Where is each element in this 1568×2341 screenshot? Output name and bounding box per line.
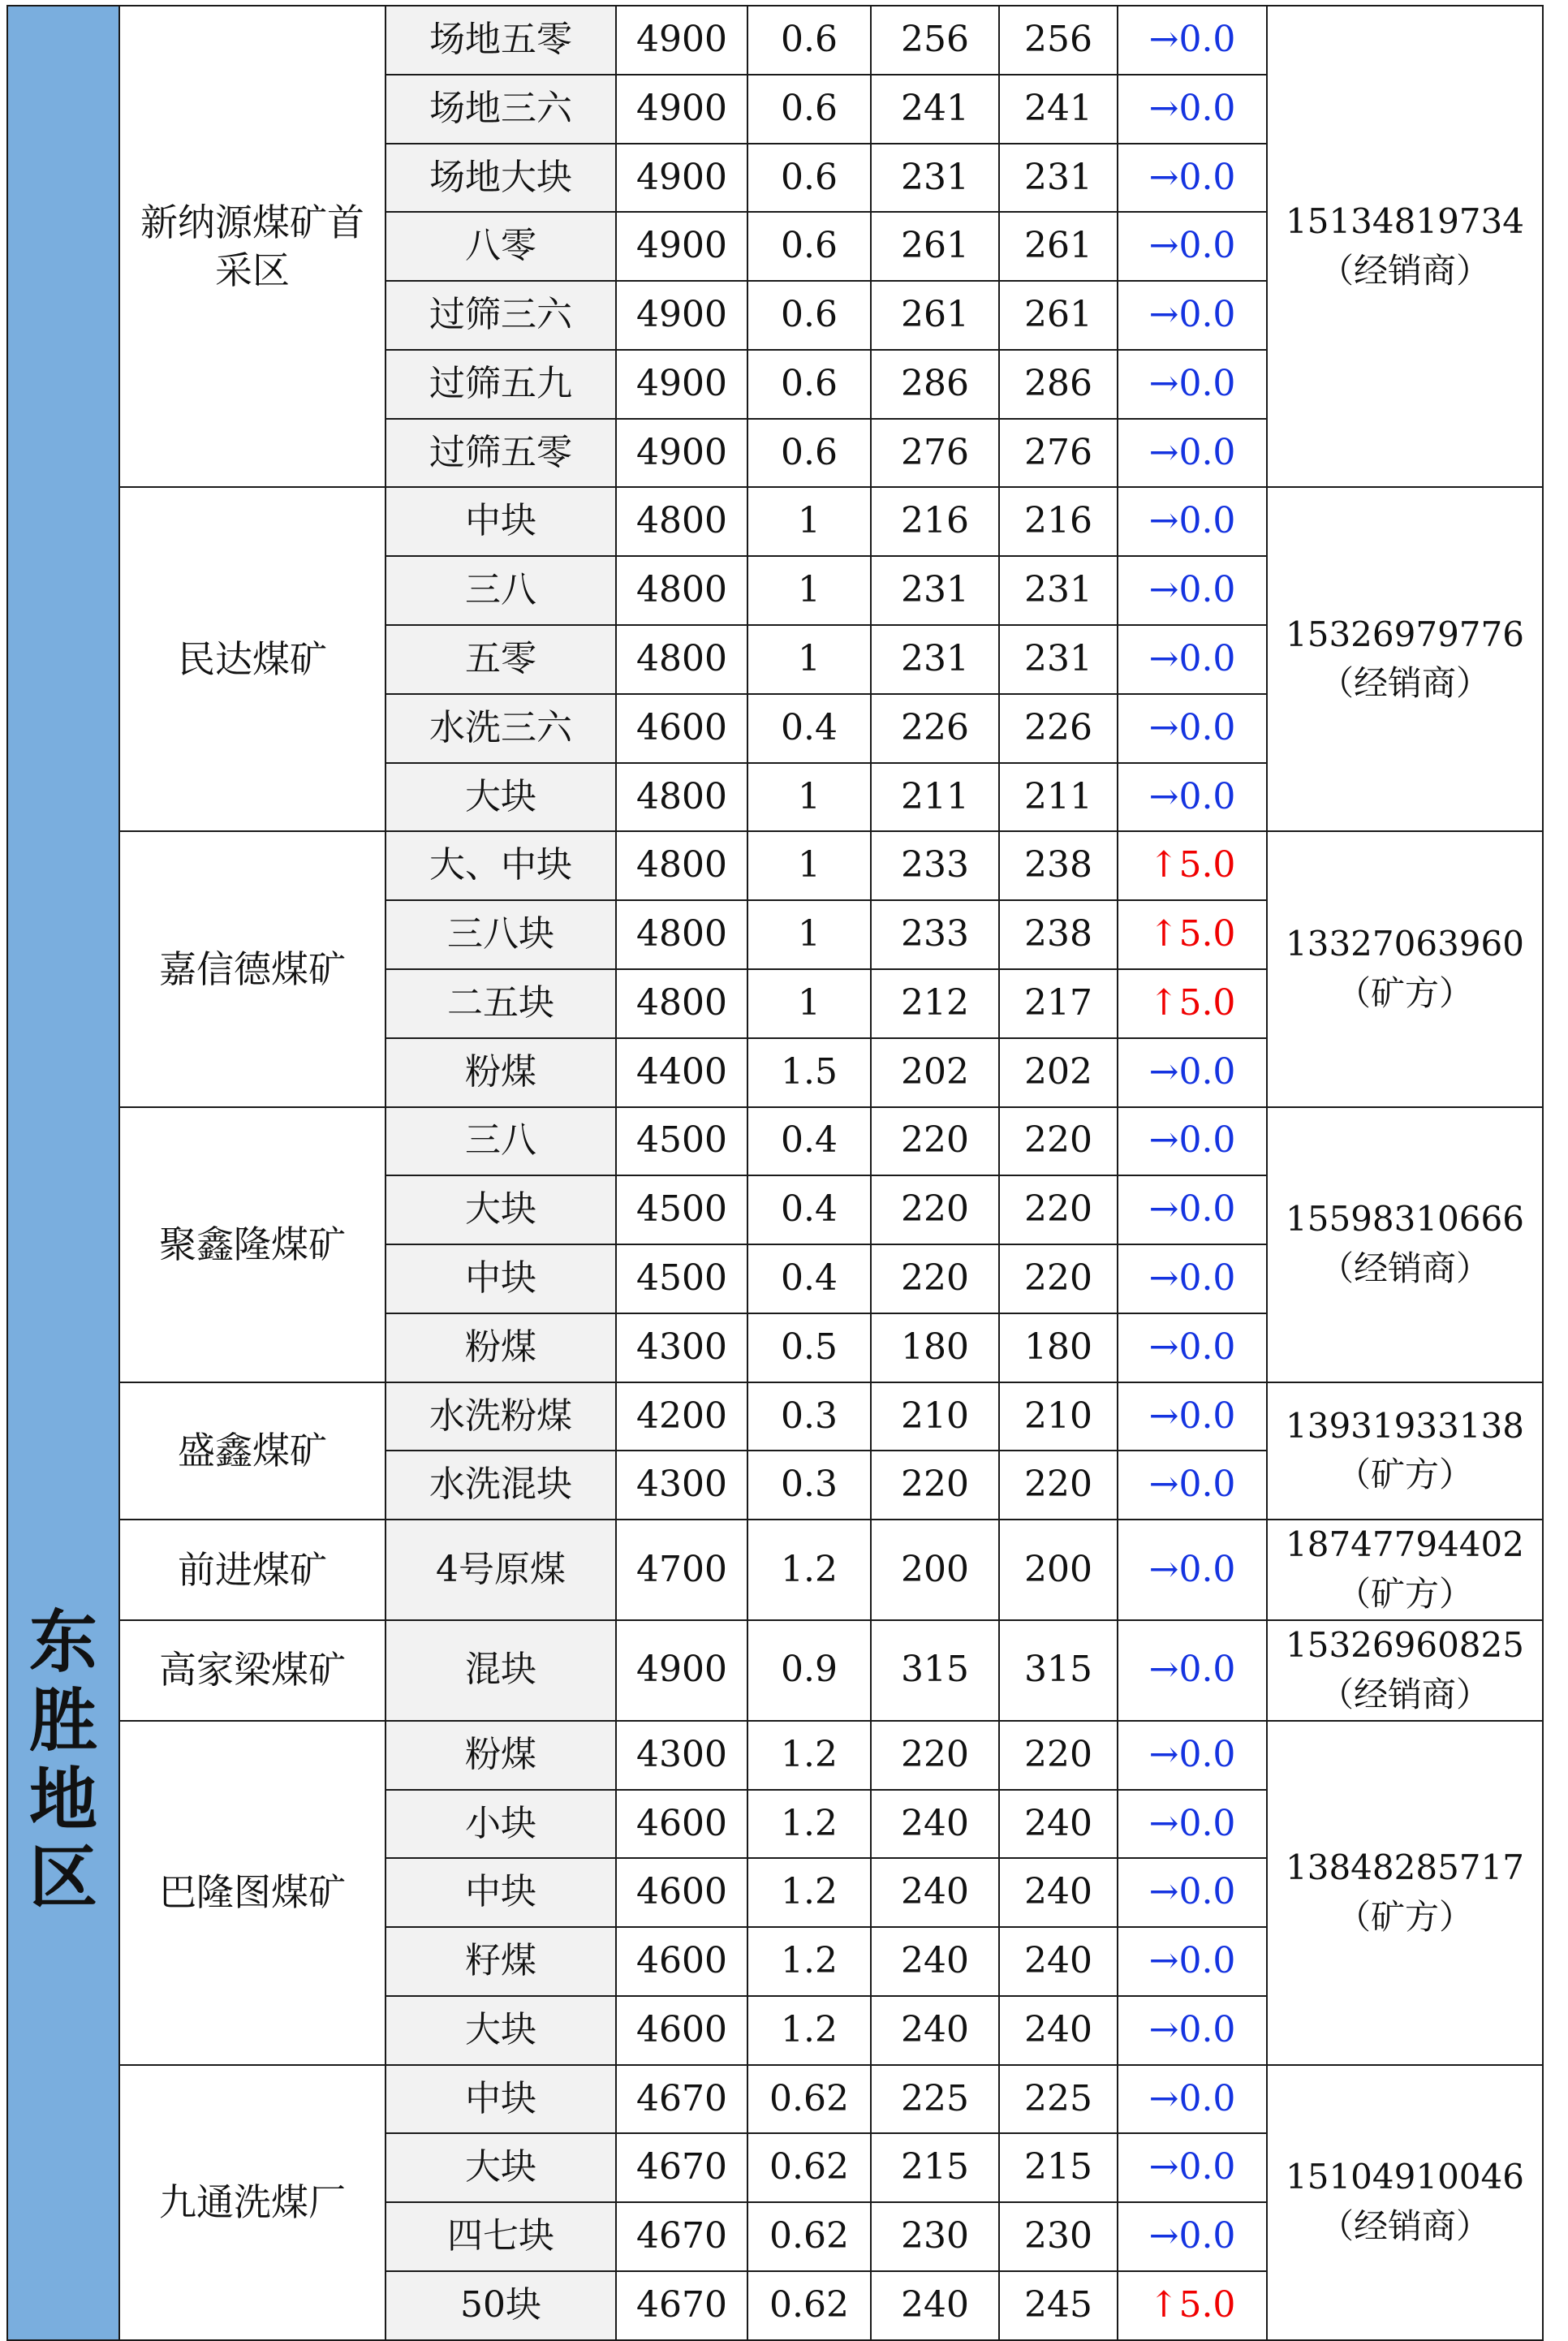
price-change-flat: →0.0 [1148, 1940, 1236, 1982]
product-name: 过筛五零 [386, 419, 616, 488]
price-change-flat: →0.0 [1148, 638, 1236, 680]
sulfur-content: 0.6 [747, 281, 871, 350]
previous-price: 240 [871, 2271, 999, 2340]
calorific-value: 4800 [616, 763, 747, 832]
mine-name: 民达煤矿 [119, 487, 386, 831]
previous-price: 286 [871, 350, 999, 419]
price-change-flat: →0.0 [1148, 1326, 1236, 1368]
calorific-value: 4670 [616, 2133, 747, 2202]
sulfur-content: 1 [747, 969, 871, 1038]
previous-price: 215 [871, 2133, 999, 2202]
product-name: 大、中块 [386, 831, 616, 900]
current-price: 220 [999, 1244, 1118, 1313]
sulfur-content: 1.2 [747, 1858, 871, 1927]
mine-name: 九通洗煤厂 [119, 2065, 386, 2340]
calorific-value: 4400 [616, 1038, 747, 1107]
price-change-up: ↑5.0 [1148, 2283, 1236, 2326]
previous-price: 220 [871, 1244, 999, 1313]
price-table-body [7, 6, 1543, 2340]
price-change [1118, 1107, 1267, 1176]
sulfur-content: 0.62 [747, 2065, 871, 2134]
previous-price: 210 [871, 1382, 999, 1451]
sulfur-content: 0.5 [747, 1313, 871, 1382]
product-name: 籽煤 [386, 1927, 616, 1996]
product-name: 4号原煤 [386, 1520, 616, 1620]
price-change [1118, 1996, 1267, 2065]
calorific-value: 4700 [616, 1520, 747, 1620]
product-name: 三八 [386, 1107, 616, 1176]
price-change [1118, 831, 1267, 900]
calorific-value: 4500 [616, 1107, 747, 1176]
price-change [1118, 1620, 1267, 1721]
sulfur-content: 0.4 [747, 1244, 871, 1313]
price-change [1118, 350, 1267, 419]
calorific-value: 4600 [616, 1858, 747, 1927]
price-change [1118, 625, 1267, 694]
sulfur-content: 0.6 [747, 350, 871, 419]
current-price: 241 [999, 75, 1118, 144]
sulfur-content: 0.6 [747, 144, 871, 213]
sulfur-content: 0.4 [747, 1107, 871, 1176]
price-change [1118, 1038, 1267, 1107]
product-name: 水洗混块 [386, 1451, 616, 1520]
price-change-flat: →0.0 [1148, 569, 1236, 611]
price-change-flat: →0.0 [1148, 706, 1236, 748]
price-change [1118, 1382, 1267, 1451]
current-price: 225 [999, 2065, 1118, 2134]
product-name: 大块 [386, 1996, 616, 2065]
product-name: 中块 [386, 1244, 616, 1313]
calorific-value: 4900 [616, 350, 747, 419]
table-row [7, 6, 1543, 75]
product-name: 大块 [386, 2133, 616, 2202]
previous-price: 240 [871, 1790, 999, 1859]
calorific-value: 4600 [616, 1790, 747, 1859]
product-name: 过筛三六 [386, 281, 616, 350]
price-change [1118, 1520, 1267, 1620]
sulfur-content: 0.4 [747, 694, 871, 763]
calorific-value: 4670 [616, 2202, 747, 2271]
contact-phone: 15104910046（经销商） [1267, 2065, 1543, 2340]
current-price: 211 [999, 763, 1118, 832]
current-price: 230 [999, 2202, 1118, 2271]
product-name: 大块 [386, 1175, 616, 1244]
contact-phone: 13931933138（矿方） [1267, 1382, 1543, 1520]
current-price: 231 [999, 144, 1118, 213]
previous-price: 276 [871, 419, 999, 488]
sulfur-content: 1.2 [747, 1790, 871, 1859]
previous-price: 180 [871, 1313, 999, 1382]
price-change-flat: →0.0 [1148, 1188, 1236, 1231]
price-table [6, 5, 1544, 2341]
previous-price: 220 [871, 1107, 999, 1176]
contact-phone: 13848285717（矿方） [1267, 1721, 1543, 2065]
price-change [1118, 1927, 1267, 1996]
current-price: 238 [999, 900, 1118, 969]
price-change [1118, 556, 1267, 625]
sulfur-content: 1.5 [747, 1038, 871, 1107]
calorific-value: 4500 [616, 1244, 747, 1313]
table-row [7, 2065, 1543, 2134]
product-name: 中块 [386, 487, 616, 556]
contact-phone: 18747794402（矿方） [1267, 1520, 1543, 1620]
current-price: 200 [999, 1520, 1118, 1620]
price-change-flat: →0.0 [1148, 87, 1236, 129]
previous-price: 240 [871, 1927, 999, 1996]
price-change-flat: →0.0 [1148, 1802, 1236, 1844]
previous-price: 230 [871, 2202, 999, 2271]
previous-price: 202 [871, 1038, 999, 1107]
sulfur-content: 0.4 [747, 1175, 871, 1244]
price-change-flat: →0.0 [1148, 1257, 1236, 1300]
product-name: 场地大块 [386, 144, 616, 213]
previous-price: 231 [871, 144, 999, 213]
calorific-value: 4900 [616, 281, 747, 350]
table-row [7, 1620, 1543, 1721]
price-change [1118, 1175, 1267, 1244]
current-price: 238 [999, 831, 1118, 900]
price-change [1118, 1790, 1267, 1859]
sulfur-content: 0.6 [747, 212, 871, 281]
price-change-flat: →0.0 [1148, 1464, 1236, 1506]
calorific-value: 4900 [616, 212, 747, 281]
contact-phone: 13327063960（矿方） [1267, 831, 1543, 1106]
mine-name: 嘉信德煤矿 [119, 831, 386, 1106]
price-change [1118, 419, 1267, 488]
previous-price: 261 [871, 212, 999, 281]
current-price: 240 [999, 1790, 1118, 1859]
mine-name: 巴隆图煤矿 [119, 1721, 386, 2065]
price-change [1118, 2202, 1267, 2271]
current-price: 245 [999, 2271, 1118, 2340]
price-change [1118, 763, 1267, 832]
previous-price: 240 [871, 1996, 999, 2065]
sulfur-content: 1 [747, 625, 871, 694]
contact-phone: 15598310666（经销商） [1267, 1107, 1543, 1382]
calorific-value: 4200 [616, 1382, 747, 1451]
previous-price: 226 [871, 694, 999, 763]
calorific-value: 4900 [616, 1620, 747, 1721]
price-change-flat: →0.0 [1148, 225, 1236, 267]
price-change-flat: →0.0 [1148, 1733, 1236, 1775]
calorific-value: 4670 [616, 2065, 747, 2134]
calorific-value: 4900 [616, 75, 747, 144]
current-price: 231 [999, 556, 1118, 625]
table-row [7, 831, 1543, 900]
current-price: 210 [999, 1382, 1118, 1451]
product-name: 三八 [386, 556, 616, 625]
calorific-value: 4300 [616, 1313, 747, 1382]
price-change-flat: →0.0 [1148, 18, 1236, 60]
previous-price: 233 [871, 831, 999, 900]
calorific-value: 4800 [616, 487, 747, 556]
mine-name: 高家梁煤矿 [119, 1620, 386, 1721]
product-name: 二五块 [386, 969, 616, 1038]
sulfur-content: 1 [747, 831, 871, 900]
calorific-value: 4500 [616, 1175, 747, 1244]
sulfur-content: 0.62 [747, 2133, 871, 2202]
current-price: 220 [999, 1451, 1118, 1520]
region-label: 东胜地区 [7, 6, 119, 2340]
mine-name: 盛鑫煤矿 [119, 1382, 386, 1520]
table-row [7, 1721, 1543, 1790]
product-name: 过筛五九 [386, 350, 616, 419]
price-change-flat: →0.0 [1148, 2215, 1236, 2257]
current-price: 315 [999, 1620, 1118, 1721]
price-change-flat: →0.0 [1148, 156, 1236, 198]
previous-price: 315 [871, 1620, 999, 1721]
current-price: 220 [999, 1107, 1118, 1176]
price-change-flat: →0.0 [1148, 2077, 1236, 2119]
product-name: 水洗三六 [386, 694, 616, 763]
product-name: 中块 [386, 1858, 616, 1927]
price-change-flat: →0.0 [1148, 1871, 1236, 1913]
sulfur-content: 0.6 [747, 75, 871, 144]
current-price: 216 [999, 487, 1118, 556]
price-change [1118, 1858, 1267, 1927]
current-price: 220 [999, 1175, 1118, 1244]
price-change [1118, 2133, 1267, 2202]
sulfur-content: 1 [747, 900, 871, 969]
price-change-flat: →0.0 [1148, 431, 1236, 473]
current-price: 220 [999, 1721, 1118, 1790]
table-row [7, 1107, 1543, 1176]
price-change-flat: →0.0 [1148, 1050, 1236, 1093]
calorific-value: 4600 [616, 1927, 747, 1996]
contact-phone: 15134819734（经销商） [1267, 6, 1543, 487]
price-change-flat: →0.0 [1148, 775, 1236, 817]
price-change-flat: →0.0 [1148, 2146, 1236, 2188]
previous-price: 200 [871, 1520, 999, 1620]
previous-price: 225 [871, 2065, 999, 2134]
previous-price: 241 [871, 75, 999, 144]
price-change [1118, 1721, 1267, 1790]
sulfur-content: 0.62 [747, 2271, 871, 2340]
price-change-up: ↑5.0 [1148, 981, 1236, 1024]
product-name: 50块 [386, 2271, 616, 2340]
current-price: 215 [999, 2133, 1118, 2202]
contact-phone: 15326979776（经销商） [1267, 487, 1543, 831]
previous-price: 240 [871, 1858, 999, 1927]
sulfur-content: 0.6 [747, 6, 871, 75]
table-row [7, 1382, 1543, 1451]
calorific-value: 4300 [616, 1451, 747, 1520]
product-name: 小块 [386, 1790, 616, 1859]
current-price: 240 [999, 1858, 1118, 1927]
previous-price: 233 [871, 900, 999, 969]
current-price: 240 [999, 1927, 1118, 1996]
price-change-flat: →0.0 [1148, 1649, 1236, 1691]
sulfur-content: 0.3 [747, 1382, 871, 1451]
calorific-value: 4900 [616, 144, 747, 213]
current-price: 231 [999, 625, 1118, 694]
price-change-flat: →0.0 [1148, 1395, 1236, 1437]
sulfur-content: 0.3 [747, 1451, 871, 1520]
current-price: 276 [999, 419, 1118, 488]
price-change [1118, 1313, 1267, 1382]
previous-price: 231 [871, 625, 999, 694]
contact-phone: 15326960825（经销商） [1267, 1620, 1543, 1721]
sulfur-content: 1.2 [747, 1927, 871, 1996]
price-change [1118, 2271, 1267, 2340]
current-price: 180 [999, 1313, 1118, 1382]
price-change [1118, 1451, 1267, 1520]
product-name: 粉煤 [386, 1721, 616, 1790]
calorific-value: 4600 [616, 694, 747, 763]
price-change [1118, 75, 1267, 144]
sulfur-content: 1 [747, 763, 871, 832]
price-change [1118, 1244, 1267, 1313]
previous-price: 220 [871, 1175, 999, 1244]
previous-price: 261 [871, 281, 999, 350]
product-name: 五零 [386, 625, 616, 694]
calorific-value: 4300 [616, 1721, 747, 1790]
price-change-flat: →0.0 [1148, 500, 1236, 542]
previous-price: 211 [871, 763, 999, 832]
product-name: 中块 [386, 2065, 616, 2134]
mine-name: 聚鑫隆煤矿 [119, 1107, 386, 1382]
calorific-value: 4800 [616, 831, 747, 900]
price-change [1118, 281, 1267, 350]
sulfur-content: 1 [747, 487, 871, 556]
price-change-flat: →0.0 [1148, 362, 1236, 404]
product-name: 混块 [386, 1620, 616, 1721]
sulfur-content: 0.6 [747, 419, 871, 488]
product-name: 四七块 [386, 2202, 616, 2271]
product-name: 场地五零 [386, 6, 616, 75]
product-name: 水洗粉煤 [386, 1382, 616, 1451]
price-change [1118, 6, 1267, 75]
product-name: 粉煤 [386, 1313, 616, 1382]
current-price: 202 [999, 1038, 1118, 1107]
current-price: 226 [999, 694, 1118, 763]
price-change-flat: →0.0 [1148, 294, 1236, 336]
table-row [7, 487, 1543, 556]
previous-price: 212 [871, 969, 999, 1038]
previous-price: 220 [871, 1721, 999, 1790]
product-name: 大块 [386, 763, 616, 832]
price-change [1118, 969, 1267, 1038]
product-name: 粉煤 [386, 1038, 616, 1107]
product-name: 三八块 [386, 900, 616, 969]
current-price: 217 [999, 969, 1118, 1038]
previous-price: 231 [871, 556, 999, 625]
current-price: 256 [999, 6, 1118, 75]
previous-price: 220 [871, 1451, 999, 1520]
product-name: 八零 [386, 212, 616, 281]
table-row [7, 1520, 1543, 1620]
current-price: 286 [999, 350, 1118, 419]
sulfur-content: 1.2 [747, 1996, 871, 2065]
calorific-value: 4600 [616, 1996, 747, 2065]
sulfur-content: 1 [747, 556, 871, 625]
price-change [1118, 2065, 1267, 2134]
price-change-flat: →0.0 [1148, 2008, 1236, 2050]
current-price: 261 [999, 212, 1118, 281]
sulfur-content: 1.2 [747, 1721, 871, 1790]
price-change [1118, 694, 1267, 763]
price-change [1118, 144, 1267, 213]
price-change-up: ↑5.0 [1148, 844, 1236, 886]
price-change [1118, 487, 1267, 556]
calorific-value: 4800 [616, 969, 747, 1038]
calorific-value: 4800 [616, 900, 747, 969]
previous-price: 216 [871, 487, 999, 556]
calorific-value: 4900 [616, 419, 747, 488]
product-name: 场地三六 [386, 75, 616, 144]
price-change-flat: →0.0 [1148, 1548, 1236, 1590]
current-price: 240 [999, 1996, 1118, 2065]
price-change [1118, 900, 1267, 969]
current-price: 261 [999, 281, 1118, 350]
previous-price: 256 [871, 6, 999, 75]
calorific-value: 4800 [616, 556, 747, 625]
calorific-value: 4900 [616, 6, 747, 75]
sulfur-content: 1.2 [747, 1520, 871, 1620]
mine-name: 新纳源煤矿首采区 [119, 6, 386, 487]
sulfur-content: 0.9 [747, 1620, 871, 1721]
price-change-up: ↑5.0 [1148, 913, 1236, 955]
sulfur-content: 0.62 [747, 2202, 871, 2271]
calorific-value: 4800 [616, 625, 747, 694]
calorific-value: 4670 [616, 2271, 747, 2340]
mine-name: 前进煤矿 [119, 1520, 386, 1620]
price-change [1118, 212, 1267, 281]
price-change-flat: →0.0 [1148, 1119, 1236, 1162]
